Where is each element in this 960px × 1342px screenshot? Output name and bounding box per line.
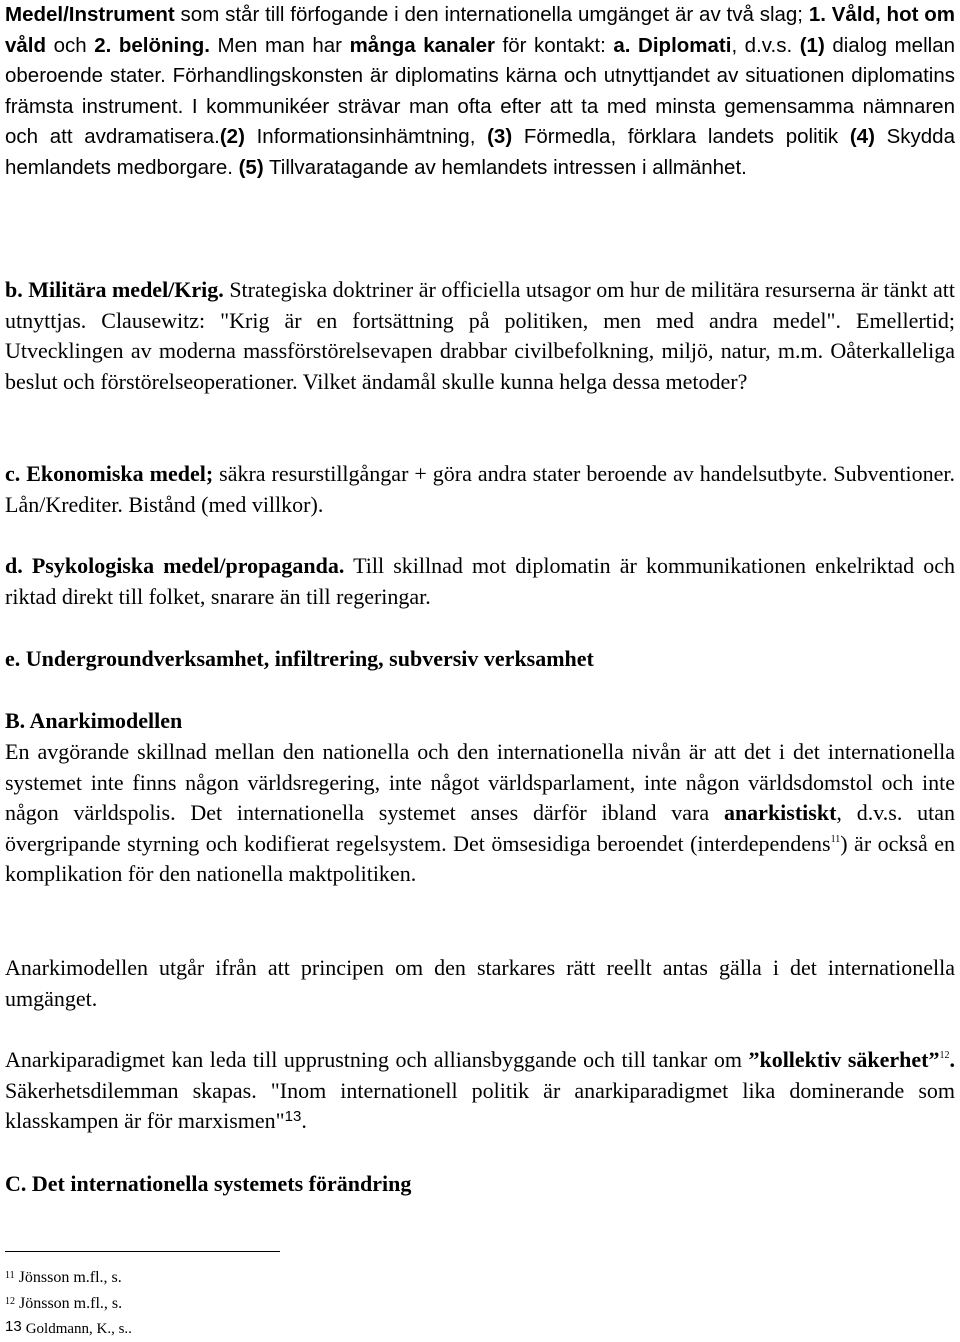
footnote-13: 13 Goldmann, K., s.. <box>5 1318 132 1337</box>
term-medel-instrument: Medel/Instrument <box>5 3 175 26</box>
paragraph-anarkimodellen: En avgörande skillnad mellan den nationella och den internationella nivån är att det i det internationella systemet inte finns någon världsregering, inte något världsparlament, inte någon världsdomstol och inte någon världspolis. Det internationella systemet anses därför ibland vara anarkistiskt, d.v.s. utan övergripande styrning och kodifierat regelsystem. Det ömsesidiga beroendet (interdependens$^{11}$) är också en komplikation för den nationella maktpolitiken. <box>5 739 955 886</box>
footnote-12: $^{12}$ Jönsson m.fl., s. <box>5 1294 123 1312</box>
section-heading-systemets-forandring: C. Det internationella systemets förändring <box>5 1171 412 1196</box>
footnotes <box>5 1264 132 1342</box>
paragraph-militara-medel: b. Militära medel/Krig. Strategiska doktriner är officiella utsagor om hur de militära resurserna är tänkt att utnyttjas. Clausewitz: "Krig är en fortsättning på politiken, men med andra medel". Emellertid; Utvecklingen av moderna massförstörelsevapen drabbar civilbefolkning, miljö, natur, m.m. Oåterkalleliga beslut och förstörelseoperationer. Vilket ändamål skulle kunna helga dessa metoder? <box>5 277 955 394</box>
paragraph-ekonomiska-medel: c. Ekonomiska medel; säkra resurstillgångar + göra andra stater beroende av handelsutbyte. Subventioner. Lån/Krediter. Bistånd (med villkor). <box>5 461 955 517</box>
footnote-ref-11: 11 <box>830 833 841 845</box>
paragraph-underground <box>5 644 955 675</box>
heading-psykologiska-medel: d. Psykologiska medel/propaganda. <box>5 553 345 578</box>
paragraph-anarkiparadigmet: Anarkiparadigmet kan leda till upprustning och alliansbyggande och till tankar om ”kollektiv säkerhet”$^{12}$. Säkerhetsdilemman skapas. "Inom internationell politik är anarkiparadigmet lika dominerande som klasskampen är för marxismen"$^{13}$. <box>5 1047 955 1133</box>
section-heading-anarkimodellen: B. Anarkimodellen <box>5 708 183 733</box>
heading-militara-medel: b. Militära medel/Krig. <box>5 277 224 302</box>
footnote-11: $^{11}$ Jönsson m.fl., s. <box>5 1269 122 1286</box>
paragraph-psykologiska-medel: d. Psykologiska medel/propaganda. Till skillnad mot diplomatin är kommunikationen enkelriktad och riktad direkt till folket, snarare än till regeringar. <box>5 553 955 609</box>
footnote-separator <box>5 1251 280 1252</box>
footnote-ref-12: 12 <box>939 1050 950 1061</box>
paragraph-starkares-ratt: Anarkimodellen utgår ifrån att principen om den starkares rätt reellt antas gälla i det internationella umgänget. <box>5 955 955 1011</box>
footnote-ref-13: 13 <box>284 1108 302 1125</box>
term-kollektiv-sakerhet: ”kollektiv säkerhet” <box>748 1047 940 1072</box>
heading-underground: e. Undergroundverksamhet, infiltrering, subversiv verksamhet <box>5 646 594 671</box>
heading-diplomati: a. Diplomati <box>613 33 732 57</box>
heading-ekonomiska-medel: c. Ekonomiska medel; <box>5 461 214 486</box>
paragraph-medel-instrument: Medel/Instrument som står till förfogande i den internationella umgänget är av två slag; 1. Våld, hot om våld och 2. belöning. Men man har många kanaler för kontakt: a. Diplomati, d.v.s. (1) dialog mellan oberoende stater. Förhandlingskonsten är diplomatins kärna och utnyttjandet av situationen diplomatins främsta instrument. I kommunikéer strävar man ofta efter att ta med minsta gemensamma nämnaren och att avdramatisera.(2) Informationsinhämtning, (3) Förmedla, förklara landets politik (4) Skydda hemlandets medborgare. (5) Tillvaratagande av hemlandets intressen i allmänhet. <box>5 3 956 179</box>
term-anarkistiskt: anarkistiskt <box>723 800 837 825</box>
